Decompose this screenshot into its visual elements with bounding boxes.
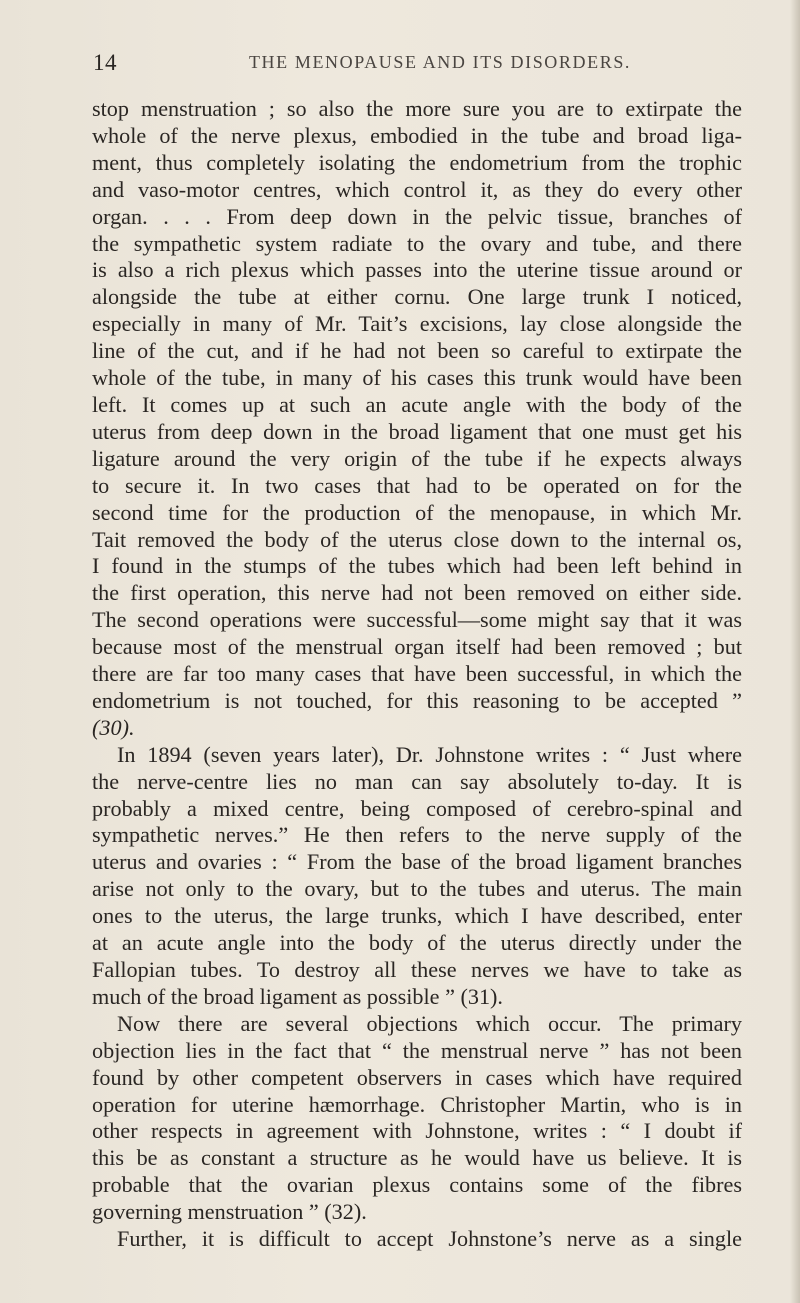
text-line: operation for uterine hæmorrhage. Christopher Martin, who is in (92, 1091, 742, 1117)
text-line: Further, it is difficult to accept Johnstone’s nerve as a single (117, 1226, 742, 1252)
text-line: second time for the production of the menopause, in which Mr. (92, 499, 742, 525)
text-line: to secure it. In two cases that had to be operated on for the (92, 472, 742, 498)
text-line: probably a mixed centre, being composed of cerebro-spinal and (92, 795, 742, 821)
text-line: In 1894 (seven years later), Dr. Johnstone writes : “ Just where (117, 741, 742, 767)
text-line: and vaso-motor centres, which control it, as they do every other (92, 176, 742, 202)
text-line: especially in many of Mr. Tait’s excisions, lay close alongside the (92, 311, 742, 337)
text-line: uterus and ovaries : “ From the base of the broad ligament branches (92, 849, 742, 875)
text-line: sympathetic nerves.” He then refers to the nerve supply of the (92, 822, 742, 848)
text-line: Tait removed the body of the uterus close down to the internal os, (92, 526, 742, 552)
page-edge-shadow (790, 0, 800, 1303)
text-line: at an acute angle into the body of the uterus directly under the (92, 930, 742, 956)
text-line: whole of the nerve plexus, embodied in the tube and broad liga- (92, 122, 742, 148)
text-line: whole of the tube, in many of his cases this trunk would have been (92, 365, 742, 391)
text-line: alongside the tube at either cornu. One large trunk I noticed, (92, 284, 742, 310)
text-line: the first operation, this nerve had not been removed on either side. (92, 580, 742, 606)
text-line: organ. . . . From deep down in the pelvic tissue, branches of (92, 203, 742, 229)
text-line: found by other competent observers in cases which have required (92, 1064, 742, 1090)
text-line: this be as constant a structure as he would have us believe. It is (92, 1145, 742, 1171)
text-line: because most of the menstrual organ itself had been removed ; but (92, 634, 742, 660)
text-line: I found in the stumps of the tubes which had been left behind in (92, 553, 742, 579)
page-number: 14 (93, 50, 117, 75)
text-line: other respects in agreement with Johnstone, writes : “ I doubt if (92, 1118, 742, 1144)
text-line: endometrium is not touched, for this reasoning to be accepted ” (92, 687, 742, 713)
text-line: (30). (92, 714, 135, 740)
text-line: objection lies in the fact that “ the menstrual nerve ” has not been (92, 1037, 742, 1063)
text-line: governing menstruation ” (32). (92, 1199, 367, 1225)
running-head (0, 44, 800, 75)
text-line: left. It comes up at such an acute angle with the body of the (92, 391, 742, 417)
text-line: stop menstruation ; so also the more sure you are to extirpate the (92, 96, 742, 121)
text-line: ligature around the very origin of the tube if he expects always (92, 445, 742, 471)
text-line: is also a rich plexus which passes into the uterine tissue around or (92, 257, 742, 283)
text-line: ment, thus completely isolating the endometrium from the trophic (92, 149, 742, 175)
body-text (92, 96, 742, 1253)
text-line: much of the broad ligament as possible ” (31). (92, 983, 503, 1009)
text-line: arise not only to the ovary, but to the tubes and uterus. The main (92, 876, 742, 902)
text-line: probable that the ovarian plexus contains some of the fibres (92, 1172, 742, 1198)
text-line: uterus from deep down in the broad ligament that one must get his (92, 418, 742, 444)
text-line: there are far too many cases that have been successful, in which the (92, 661, 742, 687)
text-line: Now there are several objections which occur. The primary (117, 1010, 742, 1036)
text-line: ones to the uterus, the large trunks, which I have described, enter (92, 903, 742, 929)
text-line: The second operations were successful—some might say that it was (92, 607, 742, 633)
text-line: Fallopian tubes. To destroy all these nerves we have to take as (92, 957, 742, 982)
running-head-title: THE MENOPAUSE AND ITS DISORDERS. (248, 52, 632, 72)
text-line: line of the cut, and if he had not been so careful to extirpate the (92, 338, 742, 364)
text-line: the sympathetic system radiate to the ovary and tube, and there (92, 230, 742, 256)
text-line: the nerve-centre lies no man can say absolutely to-day. It is (92, 768, 742, 794)
